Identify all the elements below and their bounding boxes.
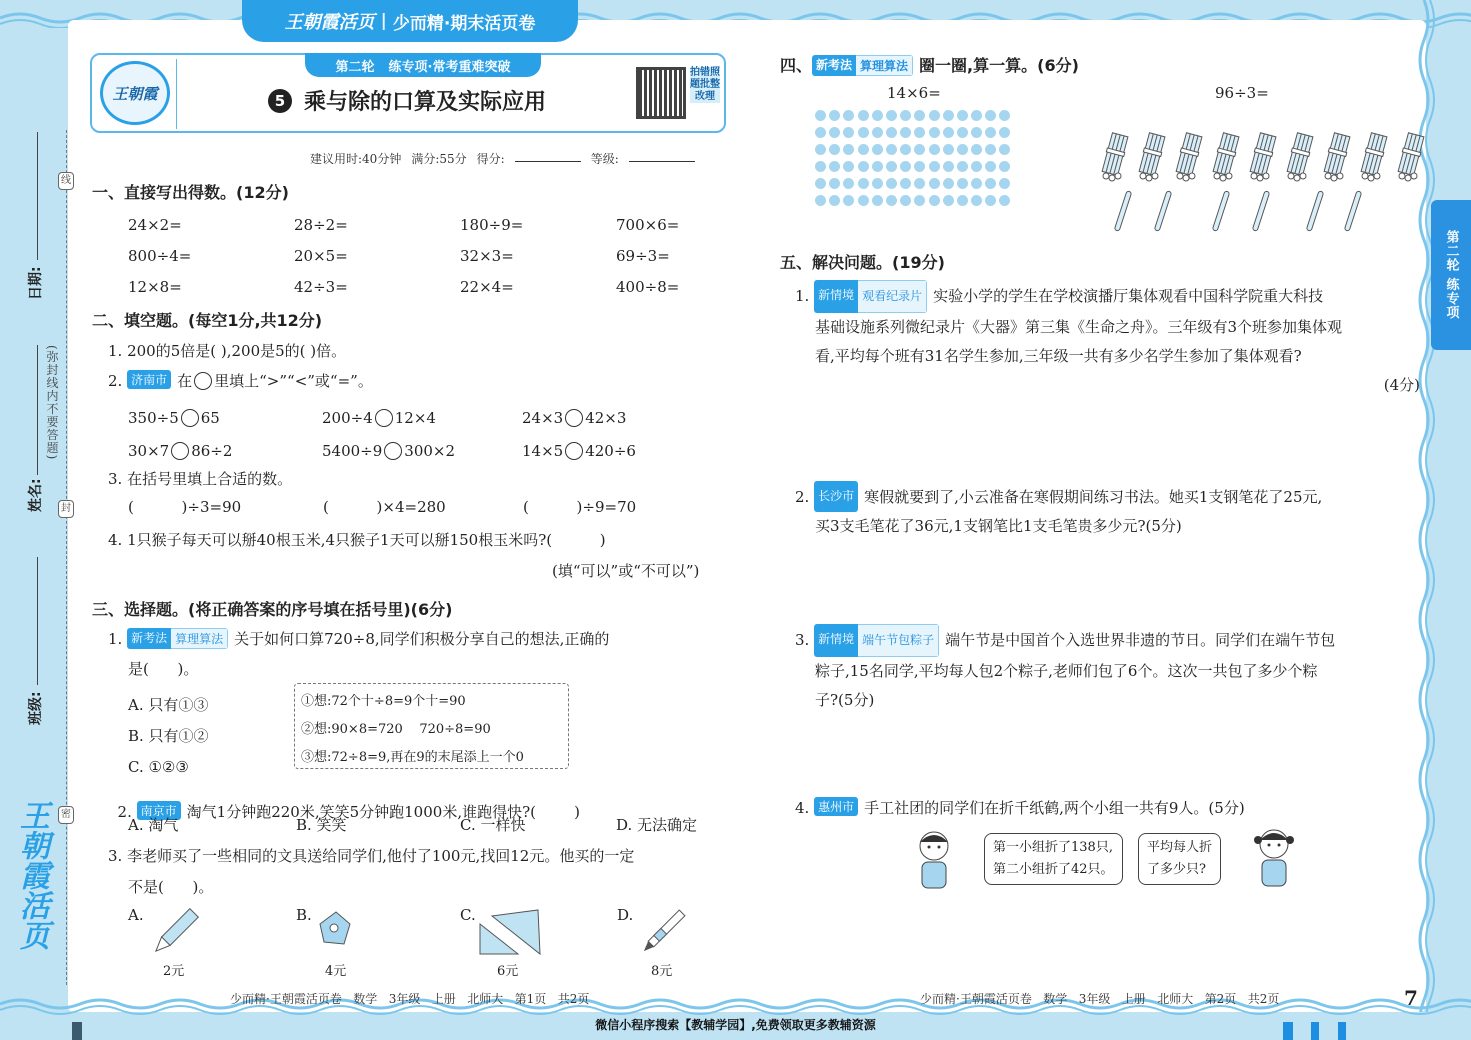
problem-1: 1. 新情境 观看纪录片 实验小学的学生在学校演播厅集体观看中国科学院重大科技 基础设施系列微纪录片《大器》第三集《生命之舟》。三年级有3个班参加集体观 看,平均每个班有31名学生参加,三年级一共有多少名学生参加了集体观看? (4分) [795,280,1420,400]
option-d-letter[interactable]: D. [617,906,634,924]
dot [914,110,925,121]
stick-bundle-icon [1357,132,1389,184]
region-tag: 南京市 [137,801,181,820]
boy-illustration [912,828,960,890]
dot [943,161,954,172]
region-tag: 长沙市 [814,481,858,512]
single-sticks[interactable] [1110,190,1370,235]
compare-item: 200÷4 12×4 [322,409,436,427]
round-sub: 练专项·常考重难突破 [388,59,511,75]
option-d[interactable]: D. 无法确定 [616,816,698,834]
math-item: 24×2= [128,216,182,234]
date-label: 日期: [28,266,44,300]
option-c-price: 6元 [497,964,519,979]
q2-text: 淘气1分钟跑220米,笑笑5分钟跑1000米,谁跑得快?( ) [186,803,580,821]
choice-q1-cont: 是( )。 [128,660,199,678]
region-tag: 惠州市 [814,797,858,816]
compare-circle[interactable] [565,409,583,427]
girl-illustration [1250,826,1298,888]
dot [929,127,940,138]
choice-q1-options [128,690,209,783]
footer-bar-marker [1338,1022,1346,1040]
scenario-tag: 新情境 观看纪录片 [814,280,927,313]
problem-2: 2. 长沙市 寒假就要到了,小云准备在寒假期间练习书法。她买1支钢笔花了25元, 买3支毛笔花了36元,1支钢笔比1支毛笔贵多少元?(5分) [795,481,1420,541]
q2-text: 里填上“>”“<”或“=”。 [214,372,373,390]
problem-score: (4分) [1383,376,1420,394]
single-stick-icon [1212,190,1231,232]
dot [872,127,883,138]
full-score: 满分:55分 [411,152,467,166]
dot [971,127,982,138]
dot [858,144,869,155]
q1-text: 关于如何口算720÷8,同学们积极分享自己的想法,正确的 [234,630,610,648]
choice-q3-cont: 不是( )。 [128,878,214,896]
dot [829,127,840,138]
dot [900,110,911,121]
choice-q1 [108,628,609,649]
dot [843,161,854,172]
seal-mark-seal: 封 [58,500,74,518]
footer-bar-marker [1311,1022,1319,1040]
grade-field[interactable] [629,150,695,162]
dot [943,195,954,206]
dot [999,178,1010,189]
option-a-letter[interactable]: A. [128,906,144,924]
fill-blank-item[interactable]: ( )×4=280 [323,498,446,516]
dot [872,110,883,121]
question-number: 2. [108,372,123,390]
math-item: 800÷4= [128,247,192,265]
footer-bar-marker [72,1022,82,1040]
dot [999,110,1010,121]
answer-area-3[interactable] [815,715,1415,790]
dot [914,127,925,138]
math-item: 42÷3= [294,278,348,296]
dot [914,178,925,189]
dot [843,178,854,189]
dot [815,127,826,138]
dot [985,110,996,121]
dot [971,161,982,172]
lesson-header [90,53,726,133]
banner-series: 少而精·期末活页卷 [392,13,536,34]
stick-bundle-icon [1394,132,1426,184]
question-number: 3. [795,631,810,649]
footer-promo-note: 微信小程序搜索【教辅学园】,免费领取更多教辅资源 [595,1018,876,1032]
dot [858,195,869,206]
option-c-letter[interactable]: C. [460,906,476,924]
lesson-number: 5 [268,89,292,113]
dot [971,144,982,155]
dot [886,161,897,172]
stick-bundle-icon [1135,132,1167,184]
dot [943,110,954,121]
compare-row [128,402,636,435]
math-row [128,272,728,303]
problem-text: 基础设施系列微纪录片《大器》第三集《生命之舟》。三年级有3个班参加集体观 [815,318,1343,336]
math-item: 20×5= [294,247,348,265]
dot [943,144,954,155]
fill-q4-hint: (填“可以”或“不可以”) [552,562,700,580]
section3-title: 三、选择题。(将正确答案的序号填在括号里)(6分) [92,600,453,619]
dot [900,127,911,138]
sharpener-icon [314,908,354,948]
date-field[interactable] [37,132,38,260]
answer-area-1[interactable] [815,400,1415,475]
math-item: 180÷9= [460,216,524,234]
compare-item: 5400÷9 300×2 [322,442,456,460]
page-footer-left: 少而精·王朝霞活页卷 数学 3年级 上册 北师大 第1页 共2页 [230,992,590,1006]
compare-item: 30×7 86÷2 [128,442,233,460]
dot [900,178,911,189]
seal-note: (弥封线内不要答题) [45,345,59,461]
dot [843,110,854,121]
section2-title: 二、填空题。(每空1分,共12分) [92,311,323,330]
math-item: 69÷3= [616,247,670,265]
lesson-title-text: 乘与除的口算及实际应用 [304,90,547,115]
option-b[interactable]: B. 笑笑 [296,816,347,834]
page-footer-right: 少而精·王朝霞活页卷 数学 3年级 上册 北师大 第2页 共2页 [920,992,1280,1006]
option-b[interactable]: B. 只有①② [128,727,209,745]
new-method-tag: 新考法 算理算法 [127,628,228,649]
fill-q1: 1. 200的5倍是( ),200是5的( )倍。 [108,342,347,360]
dot [815,195,826,206]
compare-row [128,435,636,468]
seal-mark-secret: 密 [58,806,74,824]
dot [957,178,968,189]
stick-bundle-icon [1098,132,1130,184]
option-a-price: 2元 [163,964,185,979]
dot [815,110,826,121]
dot [815,161,826,172]
dot [829,110,840,121]
score-field[interactable] [515,150,581,162]
compare-circle[interactable] [171,442,189,460]
single-stick-icon [1306,190,1325,232]
speech-bubble-right: 平均每人折 了多少只? [1138,833,1221,885]
banner-separator: | [380,11,387,31]
stick-bundle-icon [1320,132,1352,184]
fountain-pen-icon [636,905,691,960]
fill-q2 [108,370,373,391]
round-label: 第二轮 [335,59,375,75]
pencil-icon [148,905,203,960]
dot [872,144,883,155]
dot [914,195,925,206]
math-item: 32×3= [460,247,514,265]
problem-text: 买3支毛笔花了36元,1支钢笔比1支毛笔贵多少元?(5分) [815,517,1182,535]
dot [943,127,954,138]
dot [829,161,840,172]
name-label: 姓名: [28,478,44,512]
suggested-time: 建议用时:40分钟 [310,152,402,166]
dot [886,127,897,138]
dot [999,144,1010,155]
dot [999,127,1010,138]
dot [999,195,1010,206]
compare-circle[interactable] [565,442,583,460]
dot [872,178,883,189]
math-item: 700×6= [616,216,680,234]
dot [872,161,883,172]
option-c[interactable]: C. 一样快 [460,816,526,834]
dot [929,110,940,121]
expr-96div3: 96÷3= [1215,84,1269,102]
dot [999,161,1010,172]
qr-label: 拍错照题批整改理 [690,67,720,102]
method-3: ③想:72÷8=9,再在9的末尾添上一个0 [301,750,524,765]
dot [886,110,897,121]
dot [957,144,968,155]
stick-bundle-icon [1172,132,1204,184]
scenario-tag: 新情境 端午节包粽子 [814,624,939,657]
problem-text: 看,平均每个班有31名学生参加,三年级一共有多少名学生参加了集体观看? [815,347,1302,365]
page-number: 7 [1404,986,1418,1010]
compare-item: 14×5 420÷6 [522,442,636,460]
method-2: ②想:90×8=720 720÷8=90 [301,722,491,737]
class-label: 班级: [28,691,44,725]
question-number: 1. [108,630,123,648]
option-a[interactable]: A. 淘气 [128,816,179,834]
section4-title: 四、 新考法 算理算法 圈一圈,算一算。(6分) [780,56,1079,75]
set-squares-icon [478,908,544,956]
methods-box [294,683,569,769]
circle-blank[interactable] [194,372,212,390]
q2-text: 在 [177,372,193,390]
choice-q2-options [128,814,697,835]
dot [985,178,996,189]
question-number: 2. [117,803,132,821]
math-item: 400÷8= [616,278,680,296]
dot [900,161,911,172]
math-row [128,241,728,272]
problem-text: 子?(5分) [815,691,875,709]
stick-bundle-icon [1209,132,1241,184]
brand-logo: 王朝霞 [100,61,170,125]
option-c[interactable]: C. ①②③ [128,758,189,776]
dot [858,178,869,189]
compare-item: 350÷5 65 [128,409,220,427]
problem-text: 粽子,15名同学,平均每人包2个粽子,老师们包了6个。这次一共包了多少个粽 [815,662,1318,680]
dot [957,127,968,138]
dot [957,161,968,172]
dot [929,178,940,189]
side-tab-round: 第二轮 练专项 [1431,200,1471,350]
series-banner [242,0,578,42]
dot [971,195,982,206]
fill-blank-item[interactable]: ( )÷3=90 [128,498,242,516]
lesson-title [268,85,546,116]
option-a[interactable]: A. 只有①③ [128,696,209,714]
dot [886,144,897,155]
dot [829,178,840,189]
dot [900,195,911,206]
fill-q4: 4. 1只猴子每天可以掰40根玉米,4只猴子1天可以掰150根玉米吗?( ) [108,531,606,549]
single-stick-icon [1114,190,1133,232]
compare-circle[interactable] [375,409,393,427]
dot [971,178,982,189]
question-number: 2. [795,488,810,506]
divider [176,59,177,129]
dot [985,161,996,172]
score-label: 得分: [476,152,505,166]
exam-meta [310,150,695,167]
question-number: 4. [795,799,810,817]
region-tag: 济南市 [127,370,171,389]
new-method-tag: 新考法 算理算法 [812,55,913,76]
dot [929,161,940,172]
section1-title: 一、直接写出得数。(12分) [92,183,289,202]
option-d-price: 8元 [651,964,673,979]
fill-blank-item[interactable]: ( )÷9=70 [523,498,637,516]
choice-q3: 3. 李老师买了一些相同的文具送给同学们,他付了100元,找回12元。他买的一定 [108,847,635,865]
seal-mark-line: 线 [58,172,74,190]
answer-area-2[interactable] [815,545,1415,620]
dot [858,161,869,172]
stick-bundle-icon [1283,132,1315,184]
dot [943,178,954,189]
dot [843,195,854,206]
answer-area-4[interactable] [815,895,1415,975]
dot [858,127,869,138]
dot [914,161,925,172]
stick-bundles[interactable] [1098,132,1426,184]
dot [858,110,869,121]
mental-math-grid [128,210,728,303]
dot [929,195,940,206]
expr-14x6: 14×6= [887,84,941,102]
speech-bubble-left: 第一小组折了138只, 第二小组折了42只。 [984,833,1123,885]
dot [843,127,854,138]
dot [985,127,996,138]
dot [843,144,854,155]
dot [815,144,826,155]
dot [971,110,982,121]
dot [829,144,840,155]
single-stick-icon [1344,190,1363,232]
dot [872,195,883,206]
single-stick-icon [1154,190,1173,232]
dot [886,178,897,189]
compare-circle[interactable] [181,409,199,427]
grade-label: 等级: [590,152,619,166]
compare-item: 24×3 42×3 [522,409,627,427]
dot [957,195,968,206]
option-b-price: 4元 [325,964,347,979]
dot [985,144,996,155]
round-subtitle [305,53,541,77]
stick-bundle-icon [1246,132,1278,184]
problem-3: 3. 新情境 端午节包粽子 端午节是中国首个入选世界非遗的节日。同学们在端午节包 粽子,15名同学,平均每人包2个粽子,老师们包了6个。这次一共包了多少个粽 子?(5分) [795,624,1420,715]
dot [914,144,925,155]
dot [929,144,940,155]
problem-4: 4. 惠州市 手工社团的同学们在折千纸鹤,两个小组一共有9人。(5分) [795,799,1245,817]
fill-q3-items [128,498,636,516]
footer-bar-marker [1283,1022,1293,1040]
math-item: 28÷2= [294,216,348,234]
side-brand-logo: 王朝霞活页 [14,800,49,950]
dot-grid[interactable] [815,110,1014,206]
math-item: 22×4= [460,278,514,296]
compare-grid [128,402,636,468]
compare-circle[interactable] [384,442,402,460]
dot [829,195,840,206]
dot [886,195,897,206]
dot [900,144,911,155]
class-field[interactable] [37,557,38,685]
name-field[interactable] [37,345,38,475]
fill-q3: 3. 在括号里填上合适的数。 [108,470,293,488]
dot [957,110,968,121]
banner-brand: 王朝霞活页 [284,12,375,33]
method-1: ①想:72个十÷8=9个十=90 [301,694,466,709]
option-b-letter[interactable]: B. [296,906,312,924]
dot [815,178,826,189]
seal-line [66,130,67,985]
section5-title: 五、解决问题。(19分) [780,253,945,272]
math-row [128,210,728,241]
math-item: 12×8= [128,278,182,296]
question-number: 1. [795,287,810,305]
single-stick-icon [1252,190,1271,232]
qr-code-icon[interactable] [636,67,686,119]
dot [985,195,996,206]
